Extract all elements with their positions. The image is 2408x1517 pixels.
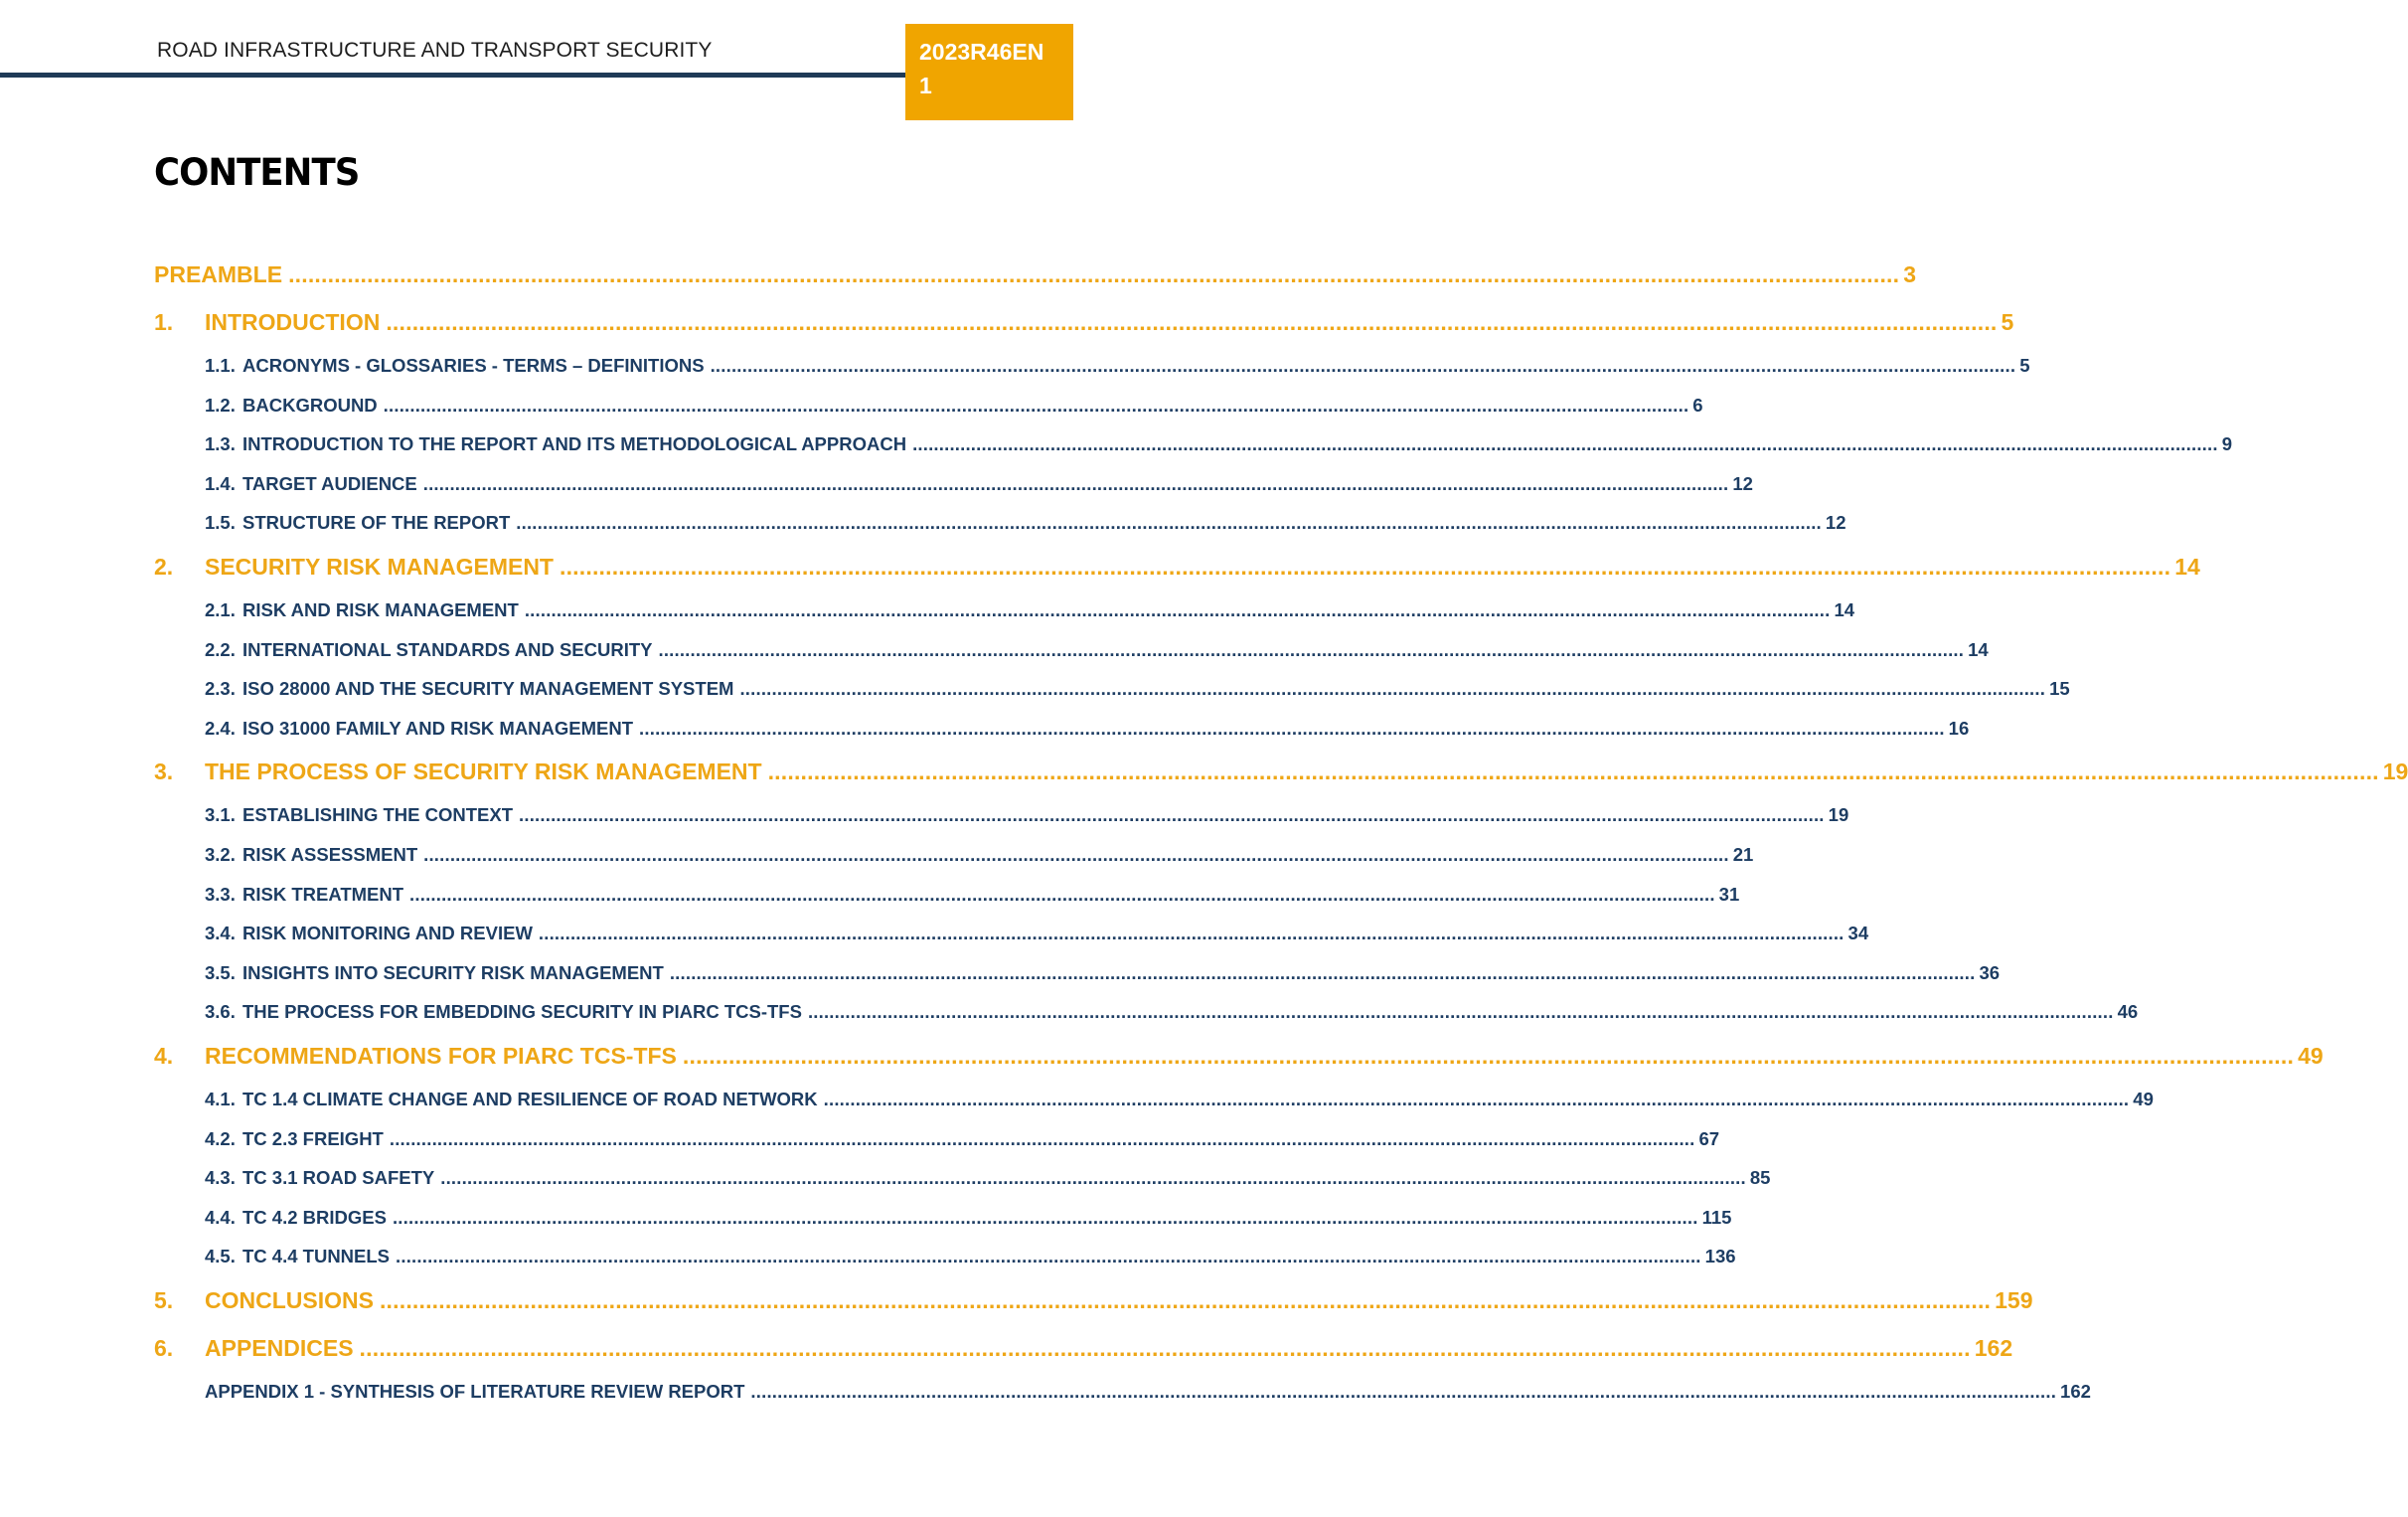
toc-dot-leader xyxy=(533,914,1848,953)
toc-dot-leader xyxy=(677,1032,2298,1080)
toc-chapter-entry[interactable] xyxy=(154,251,1917,298)
toc-dot-leader xyxy=(390,1237,1705,1276)
toc-dot-leader xyxy=(513,795,1829,835)
toc-entry-number: 4. xyxy=(154,1042,174,1069)
toc-dot-leader xyxy=(282,251,1903,298)
toc-entry-label: APPENDIX 1 - SYNTHESIS OF LITERATURE REVIEW REPORT xyxy=(205,1380,745,1402)
toc-page-number: 162 xyxy=(1974,1334,2013,1361)
toc-page-number: 21 xyxy=(1732,843,1754,865)
toc-page-number: 15 xyxy=(2049,678,2070,700)
toc-dot-leader xyxy=(354,1324,1975,1372)
toc-entry-label: INTRODUCTION TO THE REPORT AND ITS METHODOLOGICAL APPROACH xyxy=(242,433,907,455)
toc-entry-label: ACRONYMS - GLOSSARIES - TERMS – DEFINITIONS xyxy=(242,355,705,376)
toc-page-number: 5 xyxy=(2001,309,2014,335)
toc-page-number: 19 xyxy=(2382,758,2408,785)
toc-page-number: 31 xyxy=(1718,883,1740,905)
toc-entry-number: 1.5. xyxy=(205,512,236,534)
toc-entry-label: APPENDICES xyxy=(205,1334,354,1361)
toc-entry-label: BACKGROUND xyxy=(242,394,378,416)
toc-dot-leader xyxy=(380,298,2001,346)
toc-section-entry[interactable] xyxy=(154,914,1869,953)
toc-section-entry[interactable] xyxy=(154,503,1846,543)
toc-section-entry[interactable] xyxy=(154,630,1989,670)
toc-dot-leader xyxy=(510,503,1826,543)
toc-entry-label: TC 1.4 CLIMATE CHANGE AND RESILIENCE OF ROAD NETWORK xyxy=(242,1088,818,1109)
toc-dot-leader xyxy=(417,464,1733,504)
toc-chapter-entry[interactable] xyxy=(154,1276,2033,1324)
toc-entry-number: 2.2. xyxy=(205,638,236,660)
toc-section-entry[interactable] xyxy=(154,346,2030,386)
toc-entry-number: 1.4. xyxy=(205,472,236,494)
running-header-title: ROAD INFRASTRUCTURE AND TRANSPORT SECURITY xyxy=(157,39,713,62)
toc-page-number: 16 xyxy=(1948,717,1970,739)
toc-section-entry[interactable] xyxy=(154,1119,1720,1159)
toc-entry-label: ESTABLISHING THE CONTEXT xyxy=(242,804,514,826)
toc-entry-label: TC 3.1 ROAD SAFETY xyxy=(242,1167,435,1189)
toc-entry-number: 2.4. xyxy=(205,717,236,739)
toc-page-number: 136 xyxy=(1704,1246,1736,1267)
toc-entry-number: 2. xyxy=(154,553,174,580)
toc-section-entry[interactable] xyxy=(154,992,2139,1032)
toc-entry-label: CONCLUSIONS xyxy=(205,1286,374,1313)
toc-section-entry[interactable] xyxy=(154,953,2001,993)
toc-page-number: 49 xyxy=(2133,1088,2154,1109)
toc-section-entry[interactable] xyxy=(154,1372,2091,1412)
toc-page-number: 9 xyxy=(2221,433,2232,455)
toc-dot-leader xyxy=(554,543,2174,590)
toc-entry-number: 6. xyxy=(154,1334,174,1361)
toc-section-entry[interactable] xyxy=(154,386,1703,425)
toc-entry-number: 3.1. xyxy=(205,804,236,826)
toc-page-number: 12 xyxy=(1825,512,1846,534)
toc-page-number: 19 xyxy=(1828,804,1849,826)
toc-chapter-entry[interactable] xyxy=(154,1324,2013,1372)
toc-entry-label: STRUCTURE OF THE REPORT xyxy=(242,512,511,534)
toc-page-number: 34 xyxy=(1847,923,1869,944)
toc-entry-number: 3.6. xyxy=(205,1001,236,1023)
toc-entry-number: 3. xyxy=(154,758,174,785)
toc-page-number: 67 xyxy=(1698,1127,1720,1149)
toc-dot-leader xyxy=(733,669,2049,709)
toc-entry-label: THE PROCESS FOR EMBEDDING SECURITY IN PIARC TCS-TFS xyxy=(242,1001,802,1023)
toc-dot-leader xyxy=(818,1080,2134,1119)
toc-entry-label: INSIGHTS INTO SECURITY RISK MANAGEMENT xyxy=(242,961,664,983)
toc-dot-leader xyxy=(633,709,1949,749)
toc-dot-leader xyxy=(403,875,1719,915)
toc-entry-label: RECOMMENDATIONS FOR PIARC TCS-TFS xyxy=(205,1042,677,1069)
toc-entry-number: 3.3. xyxy=(205,883,236,905)
toc-entry-label: TC 4.2 BRIDGES xyxy=(242,1206,387,1228)
document-code: 2023R46EN xyxy=(919,39,1044,65)
toc-chapter-entry[interactable] xyxy=(154,543,2200,590)
contents-title: CONTENTS xyxy=(154,151,360,194)
toc-entry-number: 1.3. xyxy=(205,433,236,455)
toc-section-entry[interactable] xyxy=(154,1158,1771,1198)
toc-entry-number: 3.5. xyxy=(205,961,236,983)
toc-entry-number: 1.2. xyxy=(205,394,236,416)
toc-dot-leader xyxy=(744,1372,2060,1412)
toc-chapter-entry[interactable] xyxy=(154,748,2408,795)
toc-chapter-entry[interactable] xyxy=(154,298,2014,346)
toc-dot-leader xyxy=(652,630,1968,670)
toc-dot-leader xyxy=(384,1119,1699,1159)
toc-section-entry[interactable] xyxy=(154,709,1970,749)
toc-entry-number: 4.4. xyxy=(205,1206,236,1228)
table-of-contents xyxy=(154,251,2408,1411)
toc-entry-label: RISK MONITORING AND REVIEW xyxy=(242,923,533,944)
toc-section-entry[interactable] xyxy=(154,1198,1732,1238)
toc-entry-label: TC 4.4 TUNNELS xyxy=(242,1246,391,1267)
toc-entry-number: 4.2. xyxy=(205,1127,236,1149)
toc-section-entry[interactable] xyxy=(154,875,1740,915)
toc-section-entry[interactable] xyxy=(154,464,1753,504)
toc-entry-number: 5. xyxy=(154,1286,174,1313)
document-code-box xyxy=(905,24,1073,120)
toc-section-entry[interactable] xyxy=(154,835,1754,875)
toc-entry-number: 2.1. xyxy=(205,598,236,620)
toc-entry-label: INTERNATIONAL STANDARDS AND SECURITY xyxy=(242,638,653,660)
toc-page-number: 159 xyxy=(1995,1286,2033,1313)
toc-page-number: 115 xyxy=(1701,1206,1732,1228)
toc-entry-label: RISK TREATMENT xyxy=(242,883,404,905)
toc-entry-label: SECURITY RISK MANAGEMENT xyxy=(205,553,554,580)
toc-page-number: 12 xyxy=(1732,472,1753,494)
toc-entry-label: THE PROCESS OF SECURITY RISK MANAGEMENT xyxy=(205,758,762,785)
toc-section-entry[interactable] xyxy=(154,795,1849,835)
toc-dot-leader xyxy=(519,590,1835,630)
toc-entry-label: PREAMBLE xyxy=(154,261,283,287)
toc-page-number: 5 xyxy=(2019,355,2030,376)
toc-dot-leader xyxy=(906,424,2222,464)
toc-page-number: 49 xyxy=(2298,1042,2324,1069)
toc-dot-leader xyxy=(374,1276,1995,1324)
toc-entry-label: TC 2.3 FREIGHT xyxy=(242,1127,384,1149)
toc-section-entry[interactable] xyxy=(154,1080,2154,1119)
toc-page-number: 6 xyxy=(1692,394,1703,416)
toc-entry-label: RISK AND RISK MANAGEMENT xyxy=(242,598,519,620)
toc-page-number: 85 xyxy=(1749,1167,1771,1189)
toc-page-number: 3 xyxy=(1903,261,1917,287)
toc-dot-leader xyxy=(434,1158,1750,1198)
toc-page-number: 14 xyxy=(2174,553,2200,580)
toc-entry-label: RISK ASSESSMENT xyxy=(242,843,418,865)
toc-page-number: 14 xyxy=(1968,638,1989,660)
toc-dot-leader xyxy=(387,1198,1702,1238)
toc-entry-label: ISO 31000 FAMILY AND RISK MANAGEMENT xyxy=(242,717,634,739)
toc-dot-leader xyxy=(417,835,1733,875)
toc-dot-leader xyxy=(802,992,2118,1032)
toc-section-entry[interactable] xyxy=(154,669,2070,709)
toc-dot-leader xyxy=(705,346,2020,386)
toc-entry-number: 4.5. xyxy=(205,1246,236,1267)
toc-dot-leader xyxy=(762,748,2383,795)
toc-entry-number: 1.1. xyxy=(205,355,236,376)
toc-entry-number: 3.4. xyxy=(205,923,236,944)
toc-entry-label: ISO 28000 AND THE SECURITY MANAGEMENT SYSTEM xyxy=(242,678,734,700)
toc-entry-number: 2.3. xyxy=(205,678,236,700)
toc-entry-number: 3.2. xyxy=(205,843,236,865)
toc-section-entry[interactable] xyxy=(154,1237,1736,1276)
toc-entry-label: INTRODUCTION xyxy=(205,309,381,335)
toc-dot-leader xyxy=(664,953,1980,993)
toc-page-number: 162 xyxy=(2060,1380,2091,1402)
toc-entry-number: 4.1. xyxy=(205,1088,236,1109)
toc-entry-number: 4.3. xyxy=(205,1167,236,1189)
toc-entry-label: TARGET AUDIENCE xyxy=(242,472,417,494)
toc-page-number: 14 xyxy=(1834,598,1855,620)
document-code-suffix: 1 xyxy=(919,73,932,98)
toc-page-number: 46 xyxy=(2117,1001,2139,1023)
toc-page-number: 36 xyxy=(1979,961,2001,983)
toc-dot-leader xyxy=(378,386,1693,425)
toc-section-entry[interactable] xyxy=(154,590,1855,630)
toc-section-entry[interactable] xyxy=(154,424,2232,464)
toc-entry-number: 1. xyxy=(154,309,174,335)
toc-chapter-entry[interactable] xyxy=(154,1032,2324,1080)
